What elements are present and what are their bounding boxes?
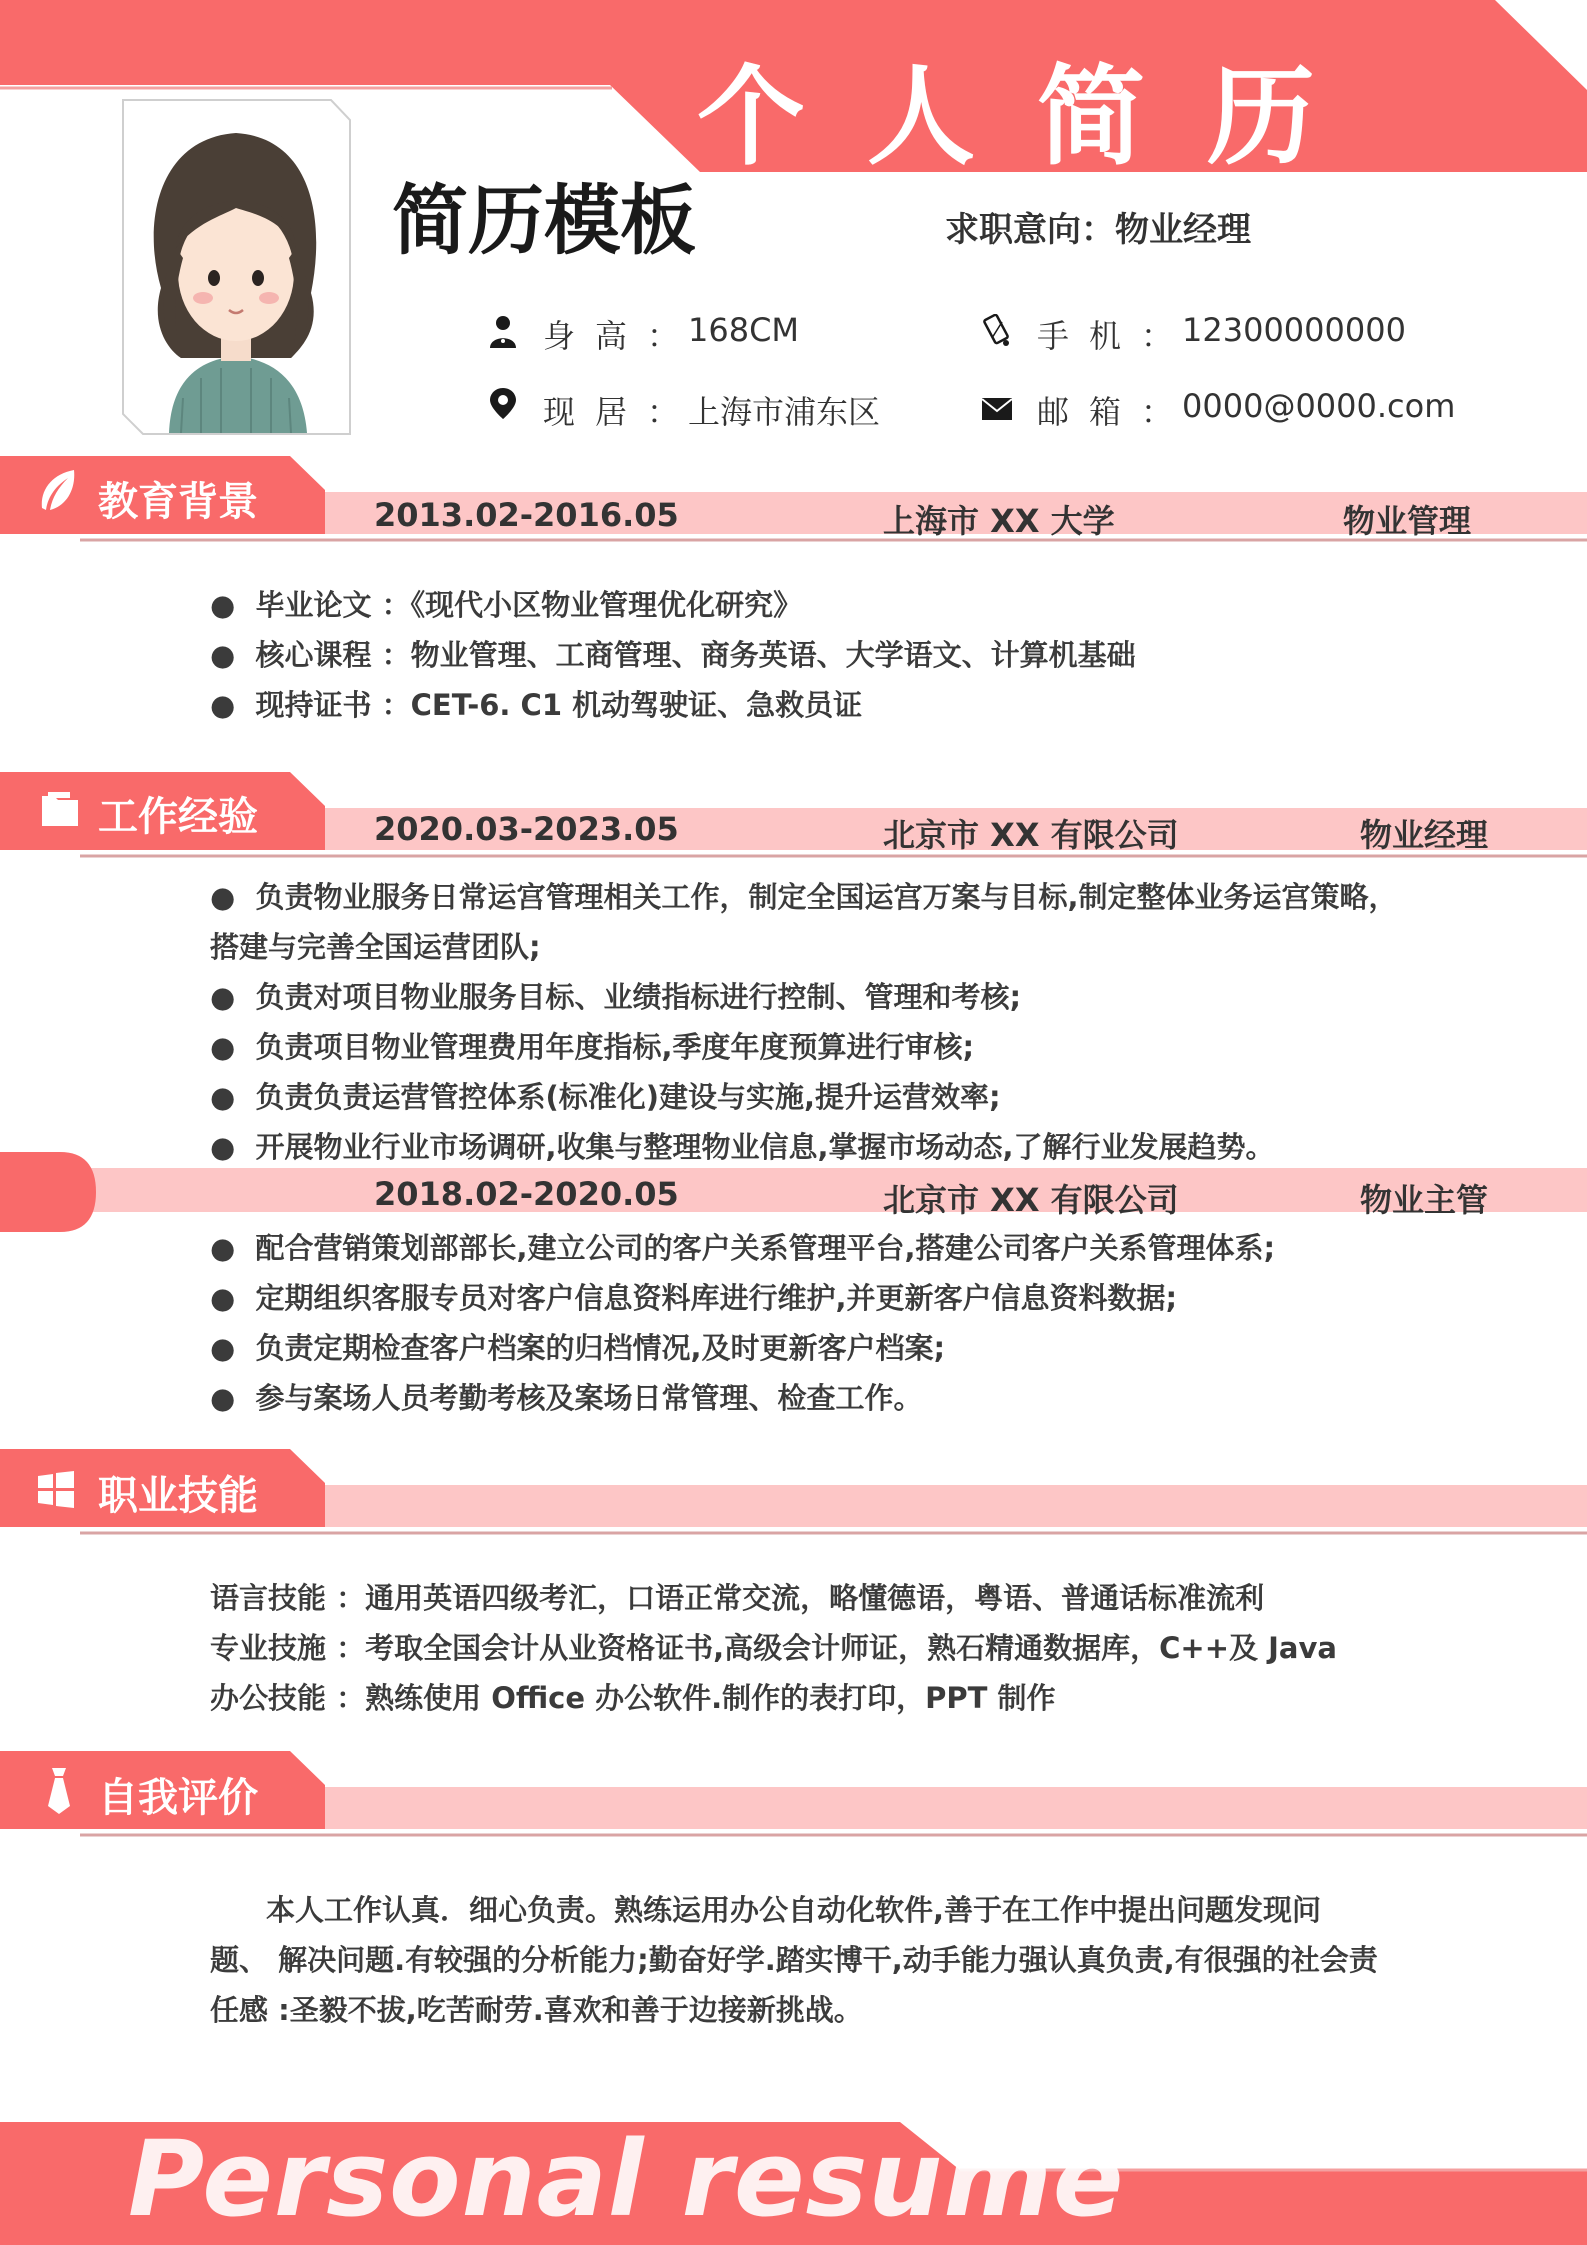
- self-eval-line: 题、 解决问题.有较强的分析能力;勤奋好学.踏实博干,动手能力强认真负责,有很强的社会责: [210, 1943, 1378, 1977]
- education-item: ● 毕业论文 ：《现代小区物业管理优化研究》: [210, 588, 803, 622]
- work-title: 工作经验: [98, 794, 258, 840]
- job2-line: ● 参与案场人员考勤考核及案场日常管理、检查工作。: [210, 1381, 923, 1415]
- job2-line: ● 定期组织客服专员对客户信息资料库进行维护,并更新客户信息资料数据;: [210, 1281, 1178, 1315]
- job2-line: ● 负责定期检查客户档案的归档情况,及时更新客户档案;: [210, 1331, 946, 1365]
- email-value: 0000@0000.com: [1182, 387, 1456, 425]
- height-value: 168CM: [688, 311, 800, 349]
- residence-label: 现居：: [543, 393, 700, 431]
- phone-value: 12300000000: [1182, 311, 1406, 349]
- profile-photo: [121, 98, 352, 436]
- education-school: 上海市 XX 大学: [883, 502, 1115, 540]
- skill-line: 专业技施 ：考取全国会计从业资格证书,高级会计师证，熟石精通数据库，C++及 Java: [210, 1631, 1337, 1665]
- phone-label: 手机：: [1037, 317, 1194, 355]
- job2-position: 物业主管: [1360, 1181, 1489, 1219]
- job2-company: 北京市 XX 有限公司: [883, 1181, 1179, 1219]
- location-pin-icon: [486, 386, 520, 420]
- job-intention: [945, 202, 1251, 251]
- tie-icon: [44, 1766, 74, 1816]
- self-eval-title: 自我评价: [98, 1775, 258, 1821]
- footer-text: Personal resume: [128, 2118, 1125, 2240]
- folder-icon: [40, 790, 82, 828]
- job1-position: 物业经理: [1360, 816, 1489, 854]
- job1-line: ● 负责对项目物业服务目标、业绩指标进行控制、管理和考核;: [210, 980, 1022, 1014]
- phone-icon: [980, 314, 1014, 348]
- skills-title: 职业技能: [98, 1473, 258, 1519]
- job2-period: 2018.02-2020.05: [374, 1175, 679, 1213]
- job2-header-band: [0, 1152, 1587, 1232]
- job1-period: 2020.03-2023.05: [374, 810, 679, 848]
- job1-company: 北京市 XX 有限公司: [883, 816, 1179, 854]
- education-period: 2013.02-2016.05: [374, 496, 679, 534]
- resume-title: 个人简历: [696, 55, 1377, 180]
- person-icon: [486, 314, 520, 348]
- education-title: 教育背景: [98, 479, 258, 525]
- skill-line: 语言技能 ：通用英语四级考汇，口语正常交流，略懂德语，粤语、普通话标准流利: [210, 1581, 1265, 1615]
- windows-icon: [36, 1470, 76, 1510]
- intention-label: 求职意向：: [945, 210, 1115, 250]
- job1-line: ● 负责负责运营管控体系(标准化)建设与实施,提升运营效率;: [210, 1080, 1001, 1114]
- intention-value: 物业经理: [1115, 210, 1251, 250]
- job1-line: ● 负责项目物业管理费用年度指标,季度年度预算进行审核;: [210, 1030, 975, 1064]
- skill-line: 办公技能 ：熟练使用 Office 办公软件.制作的表打印，PPT 制作: [210, 1681, 1056, 1715]
- height-label: 身高：: [543, 317, 700, 355]
- candidate-name: 简历模板: [392, 176, 696, 265]
- job1-line: ● 开展物业行业市场调研,收集与整理物业信息,掌握市场动态,了解行业发展趋势。: [210, 1130, 1275, 1164]
- education-item: ● 现持证书 ：CET-6. C1 机动驾驶证、急救员证: [210, 688, 863, 722]
- self-eval-line: 本人工作认真．细心负责。熟练运用办公自动化软件,善于在工作中提出问题发现问: [266, 1893, 1322, 1927]
- education-item: ● 核心课程 ：物业管理、工商管理、商务英语、大学语文、计算机基础: [210, 638, 1136, 672]
- email-icon: [980, 392, 1014, 426]
- job1-line: ● 负责物业服务日常运宫管理相关工作，制定全国运宫万案与目标,制定整体业务运宫策略，: [210, 880, 1398, 914]
- education-major: 物业管理: [1343, 502, 1472, 540]
- self-eval-line: 任感 :圣毅不拔,吃苦耐劳.喜欢和善于边接新挑战。: [210, 1993, 863, 2027]
- residence-value: 上海市浦东区: [688, 393, 881, 431]
- job1-line: 搭建与完善全国运营团队;: [210, 930, 541, 964]
- email-label: 邮箱：: [1037, 393, 1194, 431]
- quill-icon: [36, 468, 78, 514]
- job2-line: ● 配合营销策划部部长,建立公司的客户关系管理平台,搭建公司客户关系管理体系;: [210, 1231, 1276, 1265]
